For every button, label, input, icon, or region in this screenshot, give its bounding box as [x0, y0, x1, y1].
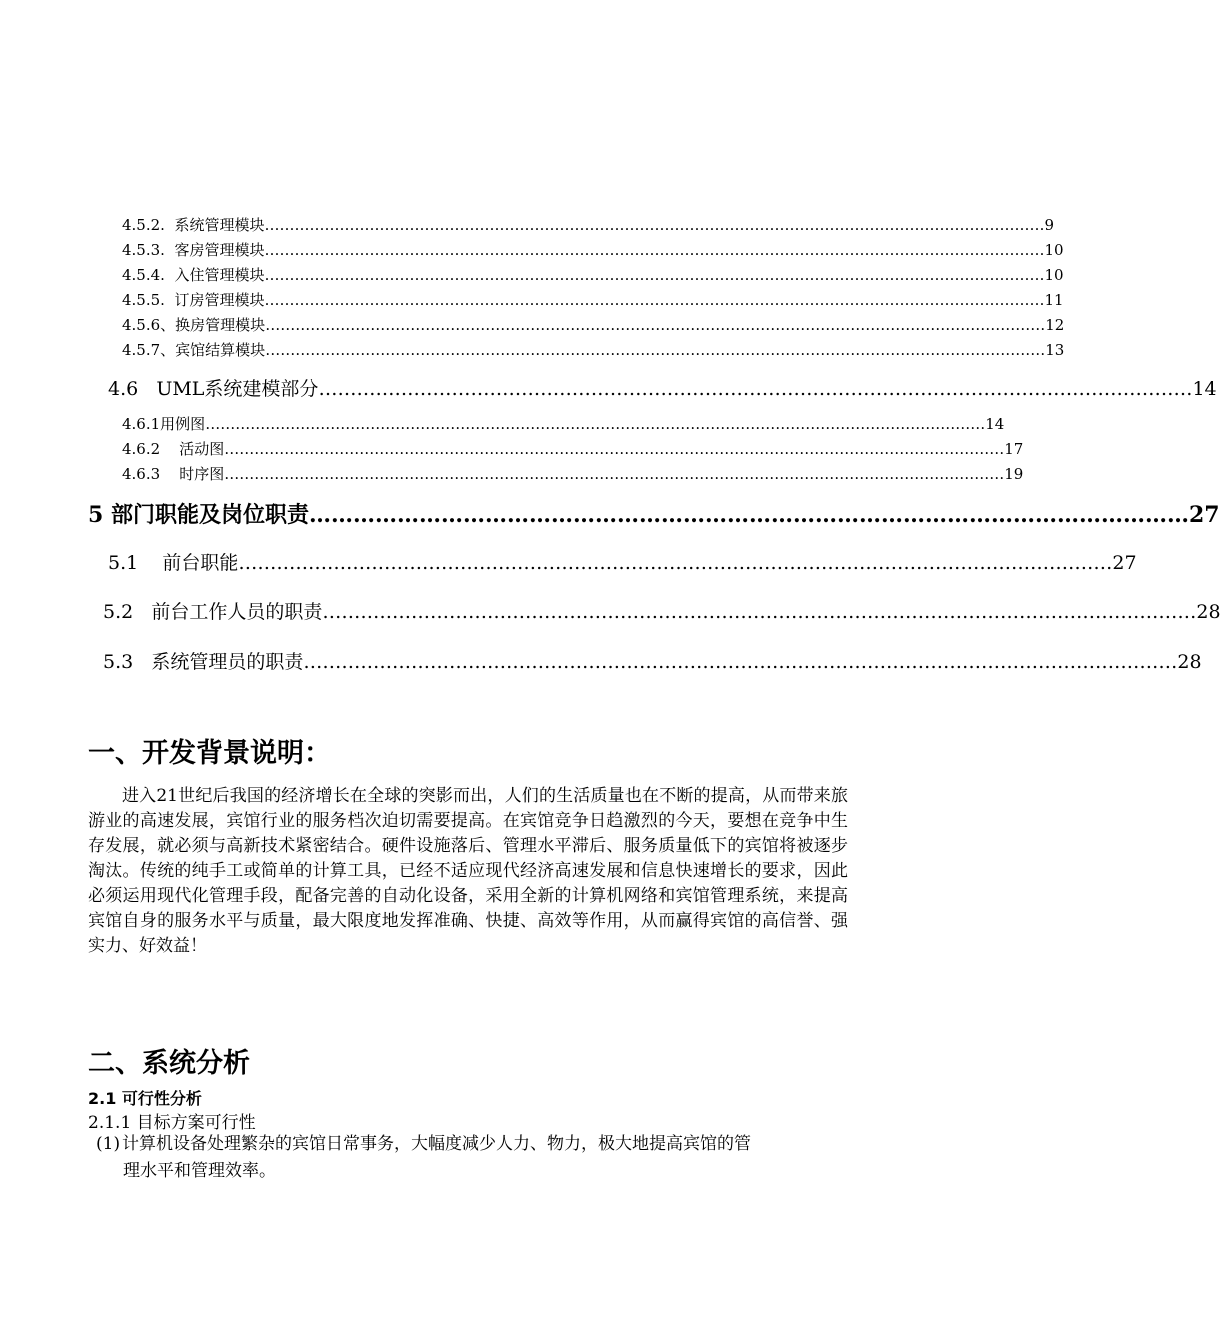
toc-page-number: 11	[1044, 291, 1064, 309]
toc-entry[interactable]	[103, 647, 1202, 675]
toc-number: 4.5.4.	[122, 266, 165, 284]
toc-number: 4.6	[108, 378, 139, 400]
toc-entry[interactable]	[88, 498, 1220, 528]
toc-leader: …………………………………………………………………………………………………………………………	[238, 552, 1113, 574]
toc-leader: …………………………………………………………………………………………………………………………………………	[224, 465, 1005, 483]
toc-number: 5.1	[108, 552, 139, 574]
toc-title: 客房管理模块	[174, 241, 265, 259]
toc-title: 系统管理员的职责	[151, 651, 304, 673]
toc-entry[interactable]	[122, 264, 1064, 286]
toc-entry[interactable]	[122, 438, 1024, 460]
toc-title: 入住管理模块	[174, 266, 265, 284]
toc-leader: …………………………………………………………………………………………………………………………………………	[265, 341, 1046, 359]
toc-title: 前台职能	[162, 552, 239, 574]
toc-page-number: 28	[1177, 651, 1202, 673]
section-heading: 二、系统分析	[88, 1048, 250, 1079]
toc-title: 活动图	[179, 440, 225, 458]
section-heading: 一、开发背景说明：	[88, 738, 331, 769]
toc-page-number: 10	[1044, 241, 1064, 259]
list-item	[96, 1131, 852, 1185]
toc-page-number: 9	[1044, 216, 1055, 234]
toc-leader: …………………………………………………………………………………………………………………………………………	[265, 316, 1046, 334]
toc-page-number: 27	[1112, 552, 1137, 574]
toc-title: 用例图	[160, 415, 206, 433]
toc-title: 系统管理模块	[174, 216, 265, 234]
toc-entry[interactable]	[122, 239, 1064, 261]
toc-number: 4.6.1	[122, 415, 161, 433]
toc-page-number: 19	[1004, 465, 1024, 483]
toc-page-number: 14	[1192, 378, 1217, 400]
toc-entry[interactable]	[122, 214, 1055, 236]
toc-title: 时序图	[179, 465, 225, 483]
toc-page-number: 27	[1189, 502, 1220, 528]
toc-title: 前台工作人员的职责	[151, 601, 323, 623]
subsection-heading: 2.1 可行性分析	[88, 1089, 202, 1108]
toc-page-number: 17	[1004, 440, 1024, 458]
toc-entry[interactable]	[103, 597, 1221, 625]
toc-leader: …………………………………………………………………………………………………………	[309, 502, 1189, 528]
toc-leader: …………………………………………………………………………………………………………………………………………	[264, 266, 1045, 284]
toc-number: 5	[88, 502, 104, 528]
toc-title: 部门职能及岗位职责	[110, 502, 309, 528]
toc-number: 4.5.7、	[122, 341, 176, 359]
toc-number: 4.5.3.	[122, 241, 165, 259]
toc-number: 4.6.3	[122, 465, 161, 483]
toc-leader: …………………………………………………………………………………………………………………………	[303, 651, 1178, 673]
toc-number: 4.5.2.	[122, 216, 165, 234]
body-paragraph: 进入21世纪后我国的经济增长在全球的突影而出，人们的生活质量也在不断的提高，从而带来旅游业的高速发展，宾馆行业的服务档次迫切需要提高。在宾馆竞争日趋激烈的今天，要想在竞争中生存发展，就必须与高新技术紧密结合。硬件设施落后、管理水平滞后、服务质量低下的宾馆将被逐步淘汰。传统的纯手工或简单的计算工具，已经不适应现代经济高速发展和信息快速增长的要求，因此必须运用现代化管理手段，配备完善的自动化设备，采用全新的计算机网络和宾馆管理系统，来提高宾馆自身的服务水平与质量，最大限度地发挥准确、快捷、高效等作用，从而赢得宾馆的高信誉、强实力、好效益！	[88, 786, 848, 956]
toc-entry[interactable]	[122, 339, 1065, 361]
toc-number: 4.5.5.	[122, 291, 165, 309]
toc-page-number: 13	[1045, 341, 1065, 359]
toc-entry[interactable]	[108, 548, 1137, 576]
toc-leader: …………………………………………………………………………………………………………………………………………	[224, 440, 1005, 458]
toc-number: 5.3	[103, 651, 134, 673]
toc-title: UML系统建模部分	[156, 378, 319, 400]
toc-leader: …………………………………………………………………………………………………………………………	[318, 378, 1193, 400]
toc-leader: …………………………………………………………………………………………………………………………………………	[205, 415, 986, 433]
toc-title: 宾馆结算模块	[175, 341, 266, 359]
toc-entry[interactable]	[122, 413, 1005, 435]
toc-leader: …………………………………………………………………………………………………………………………………………	[264, 216, 1045, 234]
list-item-number: (1)	[96, 1134, 121, 1154]
toc-page-number: 28	[1196, 601, 1221, 623]
toc-number: 5.2	[103, 601, 134, 623]
toc-entry[interactable]	[122, 463, 1024, 485]
list-item-text: 理水平和管理效率。	[123, 1161, 276, 1181]
toc-leader: …………………………………………………………………………………………………………………………………………	[264, 241, 1045, 259]
toc-number: 4.5.6、	[122, 316, 176, 334]
toc-entry[interactable]	[122, 289, 1064, 311]
toc-entry[interactable]	[108, 374, 1217, 402]
list-item-text: 计算机设备处理繁杂的宾馆日常事务，大幅度减少人力、物力，极大地提高宾馆的管	[122, 1134, 751, 1154]
toc-leader: …………………………………………………………………………………………………………………………	[322, 601, 1197, 623]
toc-page-number: 14	[985, 415, 1005, 433]
toc-page-number: 10	[1044, 266, 1064, 284]
subsubsection-heading: 2.1.1 目标方案可行性	[88, 1113, 256, 1133]
toc-title: 换房管理模块	[175, 316, 266, 334]
toc-number: 4.6.2	[122, 440, 161, 458]
toc-page-number: 12	[1045, 316, 1065, 334]
toc-leader: …………………………………………………………………………………………………………………………………………	[264, 291, 1045, 309]
toc-entry[interactable]	[122, 314, 1065, 336]
toc-title: 订房管理模块	[174, 291, 265, 309]
